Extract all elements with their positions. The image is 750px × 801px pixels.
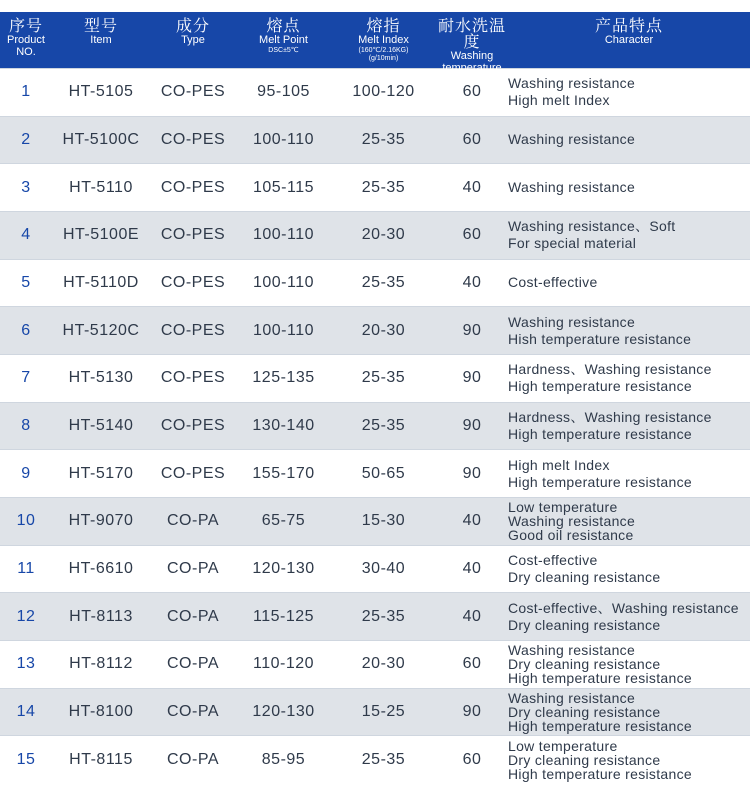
character-line: High melt Index xyxy=(508,92,610,109)
cell-character xyxy=(508,361,750,395)
cell-washing-temp: 40 xyxy=(462,512,482,530)
cell-melt-index: 25-35 xyxy=(361,273,406,291)
table-header xyxy=(0,12,750,82)
cell-melt-point: 125-135 xyxy=(252,369,315,387)
product-table xyxy=(0,12,750,783)
cell-melt-index: 15-25 xyxy=(361,702,406,720)
table-row xyxy=(0,116,750,164)
cell-melt-point: 100-110 xyxy=(252,226,315,244)
header-character xyxy=(508,12,750,68)
cell-type: CO-PES xyxy=(160,178,226,196)
cell-item: HT-5110 xyxy=(69,178,133,196)
cell-item: HT-5170 xyxy=(68,464,134,482)
cell-item: HT-8113 xyxy=(69,607,133,625)
header-no-cn: 序号 xyxy=(8,16,43,35)
cell-washing-temp: 90 xyxy=(462,369,482,387)
cell-melt-index: 20-30 xyxy=(361,226,406,244)
cell-melt-index: 15-30 xyxy=(361,512,406,530)
cell-character xyxy=(508,457,750,491)
cell-melt-index: 100-120 xyxy=(352,83,415,101)
cell-type: CO-PES xyxy=(160,321,226,339)
table-row xyxy=(0,449,750,497)
cell-type: CO-PA xyxy=(167,655,219,673)
cell-melt-point: 100-110 xyxy=(252,273,315,291)
cell-melt-point: 100-110 xyxy=(252,130,315,148)
header-melt-point-en: Melt Point xyxy=(259,34,308,46)
cell-character xyxy=(508,314,750,348)
header-item xyxy=(52,12,150,68)
cell-melt-point: 65-75 xyxy=(261,512,306,530)
table-row xyxy=(0,592,750,640)
cell-washing-temp: 60 xyxy=(462,655,482,673)
cell-item: HT-9070 xyxy=(68,512,134,530)
header-melt-index-sub: (160℃/2.16KG) xyxy=(358,47,409,54)
cell-character xyxy=(508,131,750,148)
cell-melt-point: 120-130 xyxy=(252,702,315,720)
table-row xyxy=(0,640,750,688)
character-line: Washing resistance xyxy=(508,689,636,706)
table-row xyxy=(0,306,750,354)
header-product-no xyxy=(0,12,52,68)
cell-product-no: 9 xyxy=(21,464,31,482)
cell-type: CO-PES xyxy=(160,83,226,101)
character-line: Washing resistance xyxy=(508,131,636,148)
character-line: Hardness、Washing resistance xyxy=(508,361,712,378)
cell-character xyxy=(508,274,750,291)
cell-product-no: 3 xyxy=(21,178,31,196)
table-row xyxy=(0,402,750,450)
cell-item: HT-5110D xyxy=(63,273,139,291)
header-melt-point xyxy=(236,12,331,68)
table-row xyxy=(0,68,750,116)
header-washing-cn: 耐水洗温度 xyxy=(437,16,506,51)
table-body xyxy=(0,68,750,783)
cell-type: CO-PES xyxy=(160,369,226,387)
header-item-cn: 型号 xyxy=(83,16,118,35)
cell-type: CO-PES xyxy=(160,464,226,482)
cell-character xyxy=(508,75,750,109)
cell-type: CO-PES xyxy=(160,130,226,148)
cell-melt-point: 95-105 xyxy=(257,83,310,101)
character-line: Good oil resistance xyxy=(508,527,634,544)
header-no-en2: NO. xyxy=(16,46,36,58)
cell-product-no: 6 xyxy=(21,321,31,339)
cell-melt-index: 50-65 xyxy=(361,464,406,482)
cell-melt-index: 25-35 xyxy=(361,130,406,148)
cell-product-no: 4 xyxy=(21,226,31,244)
cell-character xyxy=(508,500,750,542)
cell-melt-point: 105-115 xyxy=(252,178,315,196)
cell-product-no: 11 xyxy=(17,559,35,577)
table-row xyxy=(0,354,750,402)
cell-product-no: 13 xyxy=(16,655,36,673)
cell-melt-point: 155-170 xyxy=(252,464,315,482)
cell-melt-point: 115-125 xyxy=(252,607,315,625)
character-line: For special material xyxy=(508,235,637,252)
cell-washing-temp: 40 xyxy=(462,178,482,196)
character-line: High temperature resistance xyxy=(508,425,692,442)
cell-character xyxy=(508,218,750,252)
header-melt-index-en: Melt Index xyxy=(358,34,409,46)
cell-melt-point: 120-130 xyxy=(252,559,315,577)
character-line: Washing resistance xyxy=(508,313,636,330)
character-line: Washing resistance xyxy=(508,75,636,92)
character-line: High temperature resistance xyxy=(508,670,692,687)
cell-character xyxy=(508,179,750,196)
table-row xyxy=(0,545,750,593)
cell-item: HT-8100 xyxy=(68,702,134,720)
character-line: Hardness、Washing resistance xyxy=(508,408,712,425)
cell-character xyxy=(508,691,750,733)
character-line: Washing resistance xyxy=(508,642,636,659)
character-line: Dry cleaning resistance xyxy=(508,703,661,720)
cell-character xyxy=(508,552,750,586)
cell-washing-temp: 60 xyxy=(462,226,482,244)
cell-washing-temp: 90 xyxy=(462,321,482,339)
character-line: High melt Index xyxy=(508,456,610,473)
cell-melt-point: 100-110 xyxy=(252,321,315,339)
cell-item: HT-5140 xyxy=(68,416,134,434)
cell-product-no: 15 xyxy=(16,750,36,768)
character-line: High temperature resistance xyxy=(508,765,692,782)
cell-item: HT-6610 xyxy=(68,559,134,577)
cell-melt-index: 25-35 xyxy=(361,416,406,434)
cell-washing-temp: 90 xyxy=(462,464,482,482)
cell-item: HT-5105 xyxy=(68,83,134,101)
header-washing xyxy=(436,12,508,82)
character-line: Dry cleaning resistance xyxy=(508,751,661,768)
cell-washing-temp: 60 xyxy=(462,83,482,101)
cell-melt-index: 25-35 xyxy=(361,607,406,625)
cell-melt-point: 130-140 xyxy=(252,416,315,434)
cell-melt-index: 25-35 xyxy=(361,369,406,387)
cell-product-no: 7 xyxy=(21,369,31,387)
header-no-en: Product xyxy=(7,34,45,46)
cell-melt-index: 30-40 xyxy=(361,559,406,577)
header-type-cn: 成分 xyxy=(175,16,210,35)
cell-item: HT-5100E xyxy=(62,226,140,244)
cell-character xyxy=(508,600,750,634)
character-line: Low temperature xyxy=(508,499,618,516)
cell-item: HT-8115 xyxy=(69,750,133,768)
cell-product-no: 10 xyxy=(16,512,36,530)
table-row xyxy=(0,211,750,259)
cell-washing-temp: 60 xyxy=(462,750,482,768)
cell-product-no: 2 xyxy=(21,130,31,148)
cell-item: HT-5100C xyxy=(62,130,140,148)
cell-type: CO-PA xyxy=(167,750,219,768)
character-line: High temperature resistance xyxy=(508,378,692,395)
header-type-en: Type xyxy=(181,34,205,46)
cell-product-no: 14 xyxy=(16,702,36,720)
cell-type: CO-PES xyxy=(160,273,226,291)
header-character-en: Character xyxy=(604,34,654,46)
header-melt-index xyxy=(331,12,436,68)
cell-type: CO-PA xyxy=(167,702,219,720)
cell-product-no: 12 xyxy=(16,607,36,625)
character-line: Cost-effective xyxy=(508,274,598,291)
character-line: High temperature resistance xyxy=(508,717,692,734)
cell-product-no: 8 xyxy=(21,416,31,434)
header-washing-en: Washing xyxy=(450,50,494,62)
character-line: Hish temperature resistance xyxy=(508,330,692,347)
header-melt-point-cn: 熔点 xyxy=(266,16,301,35)
character-line: Cost-effective xyxy=(508,551,598,568)
table-row xyxy=(0,735,750,783)
character-line: Dry cleaning resistance xyxy=(508,656,661,673)
character-line: Washing resistance xyxy=(508,513,636,530)
character-line: High temperature resistance xyxy=(508,473,692,490)
cell-type: CO-PA xyxy=(167,512,219,530)
cell-item: HT-5130 xyxy=(68,369,134,387)
character-line: Cost-effective、Washing resistance xyxy=(508,599,739,616)
cell-type: CO-PES xyxy=(160,226,226,244)
cell-melt-index: 20-30 xyxy=(361,321,406,339)
cell-type: CO-PA xyxy=(167,607,219,625)
table-row xyxy=(0,688,750,736)
character-line: Washing resistance xyxy=(508,179,636,196)
cell-product-no: 1 xyxy=(21,83,31,101)
table-row xyxy=(0,259,750,307)
header-character-cn: 产品特点 xyxy=(594,16,663,35)
cell-character xyxy=(508,643,750,685)
cell-washing-temp: 60 xyxy=(462,130,482,148)
cell-item: HT-8112 xyxy=(69,655,133,673)
header-melt-index-cn: 熔指 xyxy=(366,16,401,35)
header-washing-sub: ±℃ xyxy=(466,75,478,82)
cell-type: CO-PES xyxy=(160,416,226,434)
character-line: Dry cleaning resistance xyxy=(508,616,661,633)
cell-washing-temp: 90 xyxy=(462,702,482,720)
cell-washing-temp: 40 xyxy=(462,559,482,577)
cell-product-no: 5 xyxy=(21,273,31,291)
character-line: Washing resistance、Soft xyxy=(508,218,676,235)
character-line: Low temperature xyxy=(508,737,618,754)
cell-washing-temp: 90 xyxy=(462,416,482,434)
table-row xyxy=(0,497,750,545)
cell-type: CO-PA xyxy=(167,559,219,577)
cell-item: HT-5120C xyxy=(62,321,140,339)
cell-washing-temp: 40 xyxy=(462,273,482,291)
cell-melt-index: 25-35 xyxy=(361,750,406,768)
header-melt-index-sub2: (g/10min) xyxy=(368,55,399,62)
header-type xyxy=(150,12,236,68)
table-row xyxy=(0,163,750,211)
cell-washing-temp: 40 xyxy=(462,607,482,625)
cell-character xyxy=(508,409,750,443)
cell-melt-point: 110-120 xyxy=(252,655,315,673)
cell-melt-point: 85-95 xyxy=(261,750,306,768)
character-line: Dry cleaning resistance xyxy=(508,568,661,585)
cell-melt-index: 20-30 xyxy=(361,655,406,673)
cell-character xyxy=(508,739,750,781)
header-item-en: Item xyxy=(90,34,112,46)
cell-melt-index: 25-35 xyxy=(361,178,406,196)
header-melt-point-sub: DSC±5℃ xyxy=(268,47,299,54)
header-washing-en2: temperature xyxy=(442,62,502,74)
